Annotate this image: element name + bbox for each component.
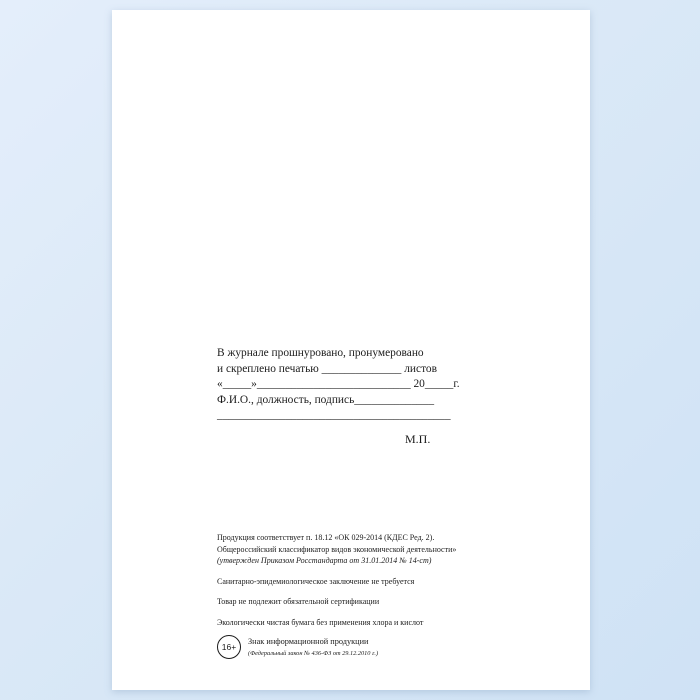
certification-line-4: Ф.И.О., должность, подпись______________ (217, 393, 435, 406)
age-rating-icon: 16+ (217, 635, 241, 659)
certification-line-2: и скреплено печатью ______________ листов (217, 362, 437, 375)
certification-line-1: В журнале прошнуровано, пронумеровано (217, 347, 424, 359)
stamp-place-label: М.П. (405, 432, 431, 446)
product-compliance-line-1: Продукция соответствует п. 18.12 «ОК 029-2014 (КДЕС Ред. 2). (217, 533, 435, 542)
legal-notes-block (217, 532, 557, 637)
certification-note: Товар не подлежит обязательной сертификации (217, 597, 380, 606)
eco-paper-note: Экологически чистая бумага без применения хлора и кислот (217, 617, 424, 627)
age-mark-text (248, 634, 378, 659)
sanitary-note: Санитарно-эпидемиологическое заключение не требуется (217, 576, 415, 586)
product-compliance-line-3: (утвержден Приказом Росстандарта от 31.01.2014 № 14-ст) (217, 556, 432, 565)
product-compliance-line-2: Общероссийский классификатор видов экономической деятельности» (217, 544, 457, 554)
certification-line-3: «_____»___________________________ 20_____г. (217, 378, 460, 391)
age-mark-law: (Федеральный закон № 436-ФЗ от 29.12.2010 г.) (248, 650, 379, 657)
document-content (112, 10, 590, 690)
age-mark-row (217, 634, 378, 659)
document-page (112, 10, 590, 690)
certification-block (217, 346, 547, 424)
certification-line-5: _________________________________________ (217, 409, 451, 422)
age-mark-title: Знак информационной продукции (248, 637, 369, 646)
product-compliance-note (217, 532, 557, 567)
